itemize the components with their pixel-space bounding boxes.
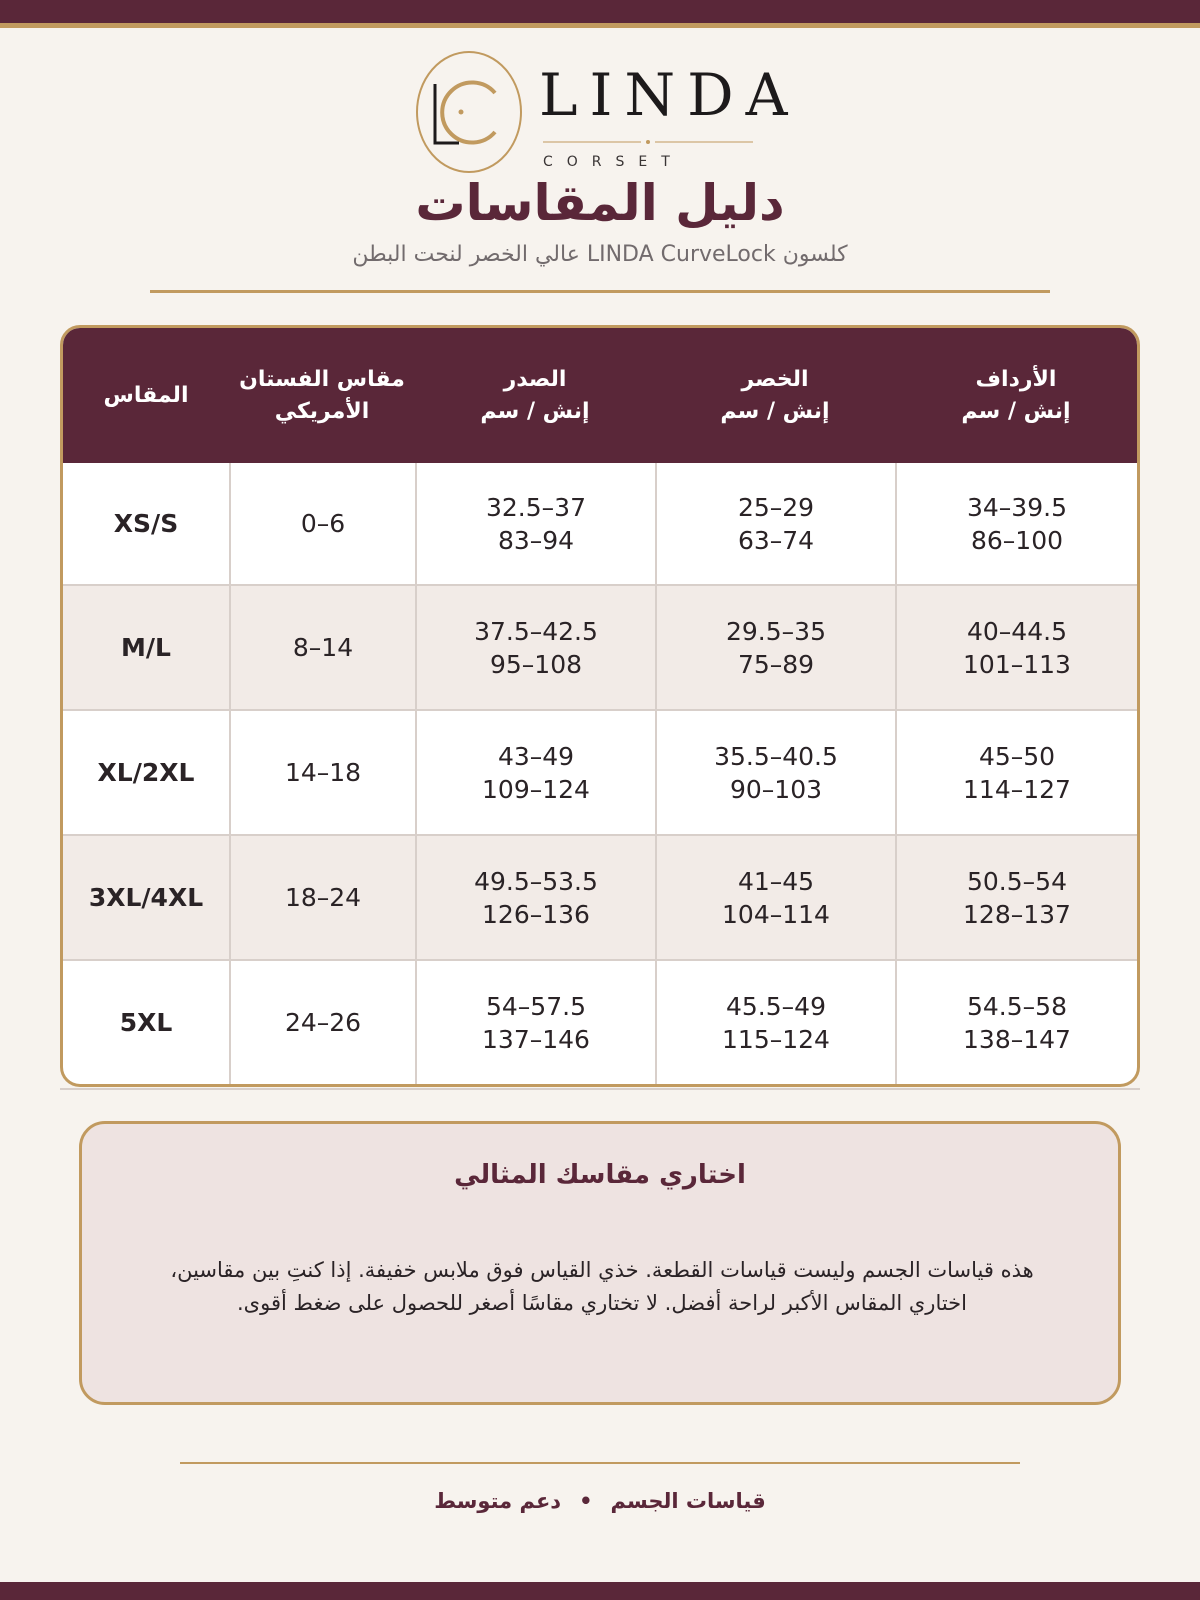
bust-inches: 37.5–42.5: [474, 616, 598, 646]
dress-size-cell: 8–14: [229, 584, 415, 709]
waist-inches: 35.5–40.5: [714, 741, 838, 771]
header-size-label: المقاس: [103, 382, 189, 408]
top-accent-line: [0, 23, 1200, 28]
table-bottom-divider: [60, 1088, 1140, 1090]
footer-bullet: •: [579, 1489, 593, 1513]
hips-cell: [895, 834, 1137, 959]
dress-size-cell: 0–6: [229, 463, 415, 584]
dress-size-cell: 14–18: [229, 709, 415, 834]
waist-cell: [655, 463, 895, 584]
hips-cm: 114–127: [963, 774, 1071, 804]
size-cell: 3XL/4XL: [63, 834, 229, 959]
header-hips: [895, 328, 1137, 463]
hips-inches: 40–44.5: [967, 616, 1067, 646]
bust-cm: 109–124: [482, 774, 590, 804]
size-cell: XS/S: [113, 509, 179, 539]
header-us-dress-line2: الأمريكي: [274, 398, 370, 424]
bottom-color-bar: [0, 1582, 1200, 1600]
hips-inches: 34–39.5: [967, 492, 1067, 522]
header-waist: [655, 328, 895, 463]
table-row: [63, 959, 1137, 1084]
header-hips-line2: إنش / سم: [961, 398, 1071, 424]
waist-inches: 45.5–49: [726, 991, 826, 1021]
table-row: [63, 709, 1137, 834]
header-hips-line1: الأرداف: [975, 366, 1057, 392]
footer-item-body-measurements: قياسات الجسم: [610, 1489, 766, 1513]
table-row: [63, 463, 1137, 584]
waist-cell: [655, 834, 895, 959]
hips-cell: [895, 959, 1137, 1084]
bust-cell: [415, 463, 655, 584]
title-divider: [150, 290, 1050, 293]
fit-tip-box: [79, 1121, 1121, 1405]
brand-name: LINDA: [539, 61, 800, 129]
bust-inches: 54–57.5: [486, 991, 586, 1021]
waist-cm: 75–89: [737, 649, 815, 679]
table-header-row: [63, 328, 1137, 463]
size-cell: XL/2XL: [63, 709, 229, 834]
waist-inches: 29.5–35: [726, 616, 826, 646]
waist-inches: 41–45: [737, 866, 815, 896]
header-waist-line1: الخصر: [741, 366, 809, 392]
hips-cm: 138–147: [963, 1024, 1071, 1054]
header-us-dress: [229, 328, 415, 463]
bust-inches: 32.5–37: [486, 492, 586, 522]
size-cell: 5XL: [63, 959, 229, 1084]
fit-tip-text: هذه قياسات الجسم وليست قياسات القطعة. خذي القياس فوق ملابس خفيفة. إذا كنتِ بين مقاسين، اختاري المقاس الأكبر لراحة أفضل. لا تختاري مقاسًا أصغر للحصول على ضغط أقوى.: [170, 1258, 1034, 1315]
waist-cm: 115–124: [722, 1024, 830, 1054]
page-title: دليل المقاسات: [415, 174, 785, 232]
bust-cm: 95–108: [489, 649, 583, 679]
hips-cm: 86–100: [970, 525, 1064, 555]
waist-cell: [655, 959, 895, 1084]
fit-tip-title: اختاري مقاسك المثالي: [454, 1160, 746, 1190]
top-color-bar: [0, 0, 1200, 23]
hips-inches: 54.5–58: [967, 991, 1067, 1021]
footer-divider: [180, 1462, 1020, 1464]
waist-cell: [655, 584, 895, 709]
hips-inches: 50.5–54: [967, 866, 1067, 896]
bust-cell: [415, 584, 655, 709]
header-size: [63, 328, 229, 463]
table-row: [63, 584, 1137, 709]
table-row: [63, 834, 1137, 959]
bust-cm: 83–94: [497, 525, 575, 555]
header-us-dress-line1: مقاس الفستان: [239, 366, 405, 392]
brand-divider: [543, 137, 753, 147]
hips-cell: [895, 463, 1137, 584]
page-subtitle: كلسون LINDA CurveLock عالي الخصر لنحت البطن: [352, 242, 848, 267]
bust-cell: [415, 959, 655, 1084]
header-bust-line1: الصدر: [503, 366, 567, 392]
size-cell: M/L: [63, 584, 229, 709]
footer-features: [0, 1489, 1200, 1513]
brand-tagline: CORSET: [543, 154, 684, 170]
lc-monogram-icon: [413, 50, 525, 178]
size-chart-table: [60, 325, 1140, 1087]
hips-cell: [895, 709, 1137, 834]
header-bust: [415, 328, 655, 463]
header-bust-line2: إنش / سم: [480, 398, 590, 424]
bust-inches: 43–49: [497, 741, 575, 771]
header-waist-line2: إنش / سم: [720, 398, 830, 424]
waist-cell: [655, 709, 895, 834]
hips-inches: 45–50: [978, 741, 1056, 771]
hips-cm: 101–113: [963, 649, 1071, 679]
linda-corset-logo: [413, 50, 800, 180]
waist-cm: 104–114: [722, 899, 830, 929]
bust-cell: [415, 709, 655, 834]
waist-cm: 63–74: [737, 525, 815, 555]
footer-item-medium-support: دعم متوسط: [434, 1489, 562, 1513]
bust-inches: 49.5–53.5: [474, 866, 598, 896]
waist-inches: 25–29: [737, 492, 815, 522]
dress-size-cell: 24–26: [229, 959, 415, 1084]
bust-cm: 137–146: [482, 1024, 590, 1054]
hips-cm: 128–137: [963, 899, 1071, 929]
bust-cm: 126–136: [482, 899, 590, 929]
waist-cm: 90–103: [729, 774, 823, 804]
hips-cell: [895, 584, 1137, 709]
dress-size-cell: 18–24: [229, 834, 415, 959]
bust-cell: [415, 834, 655, 959]
